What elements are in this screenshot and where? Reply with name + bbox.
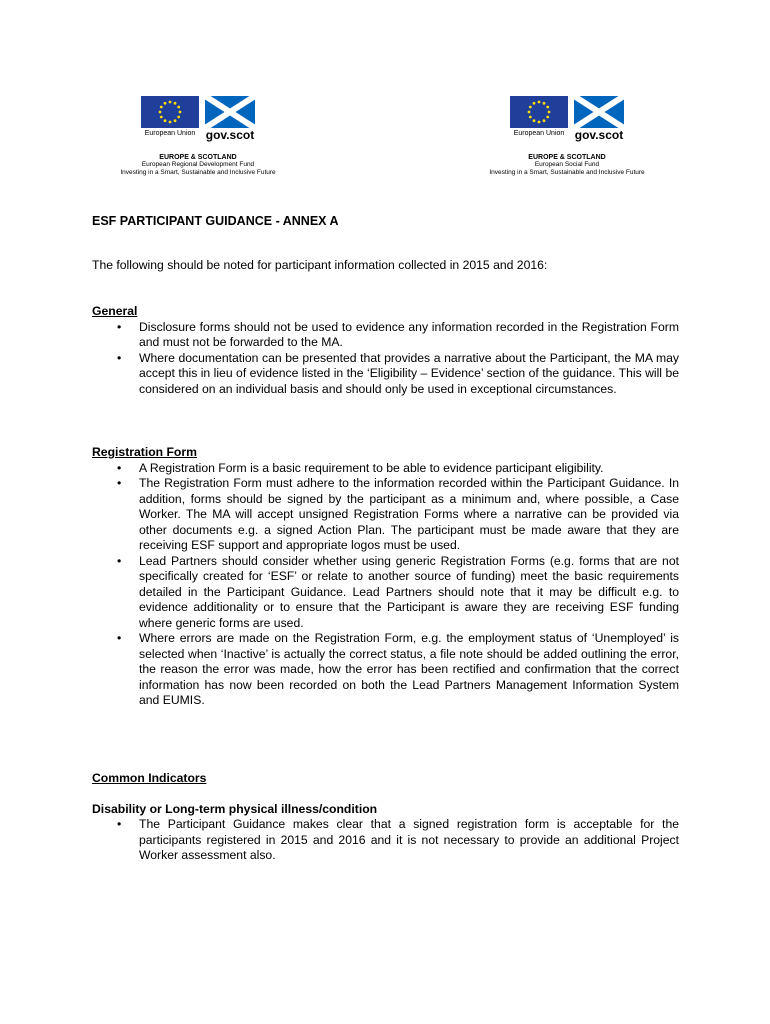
document-title: ESF PARTICIPANT GUIDANCE - ANNEX A: [92, 214, 339, 228]
list-item: • Where errors are made on the Registration Form, e.g. the employment status of ‘Unemployed’ is selected when ‘Inactive’ is actually the correct status, a file note should be added outlining the error, the reason the error was made, how the error has been rectified and confirmation that the correct information has now been recorded on both the Lead Partners Management Information System and EUMIS.: [139, 631, 679, 709]
section-general: [92, 304, 679, 397]
gov-scot-label: gov.scot: [205, 128, 255, 142]
erdf-logo-block: [108, 96, 288, 177]
section-common-indicators: [92, 771, 679, 864]
list-item: • Lead Partners should consider whether using generic Registration Forms (e.g. forms that are not specifically created for ‘ESF’ or relate to another source of funding) meet the basic requirements detailed in the Participant Guidance. Lead Partners should note that it may be difficult e.g. to evidence additionality or to ensure that the Participant is aware they are receiving ESF funding where generic forms are used.: [139, 554, 679, 632]
registration-list: [92, 461, 679, 709]
section-heading-general: General: [92, 304, 138, 318]
list-item: • The Participant Guidance makes clear that a signed registration form is acceptable for the participants registered in 2015 and 2016 and it is not necessary to provide an additional Project Worker assessment also.: [139, 817, 679, 864]
general-list: [92, 320, 679, 398]
intro-paragraph: The following should be noted for participant information collected in 2015 and 2016:: [92, 258, 548, 272]
gov-scot-label: gov.scot: [574, 128, 624, 142]
eu-label: European Union: [513, 130, 565, 137]
list-item: • A Registration Form is a basic requirement to be able to evidence participant eligibility.: [139, 461, 679, 477]
saltire-icon: [574, 96, 624, 128]
fund-tagline: Investing in a Smart, Sustainable and Inclusive Future: [120, 169, 276, 176]
list-item: • Where documentation can be presented that provides a narrative about the Participant, the MA may accept this in lieu of evidence listed in the ‘Eligibility – Evidence’ section of the guidance. This will be considered on an individual basis and should only be used in exceptional circumstances.: [139, 351, 679, 398]
saltire-icon: [205, 96, 255, 128]
fund-tagline: Investing in a Smart, Sustainable and Inclusive Future: [489, 169, 645, 176]
section-heading-registration: Registration Form: [92, 445, 197, 459]
fund-name: European Regional Development Fund: [141, 161, 255, 168]
section-registration-form: [92, 445, 679, 709]
eu-label: European Union: [144, 130, 196, 137]
europe-scotland-heading: EUROPE & SCOTLAND: [528, 154, 606, 161]
eu-flag-icon: [510, 96, 568, 128]
common-list: [92, 817, 679, 864]
europe-scotland-heading: EUROPE & SCOTLAND: [159, 154, 237, 161]
section-heading-common: Common Indicators: [92, 771, 207, 785]
fund-name: European Social Fund: [534, 161, 600, 168]
eu-flag-icon: [141, 96, 199, 128]
subheading-disability: Disability or Long-term physical illness/condition: [92, 801, 378, 816]
list-item: • Disclosure forms should not be used to evidence any information recorded in the Registration Form and must not be forwarded to the MA.: [139, 320, 679, 351]
esf-logo-block: [477, 96, 657, 177]
list-item: • The Registration Form must adhere to the information recorded within the Participant Guidance. In addition, forms should be signed by the participant as a minimum and, where possible, a Case Worker. The MA will accept unsigned Registration Forms where a narrative can be provided via other documents e.g. a signed Action Plan. The participant must be made aware that they are receiving ESF support and appropriate logos must be used.: [139, 476, 679, 554]
